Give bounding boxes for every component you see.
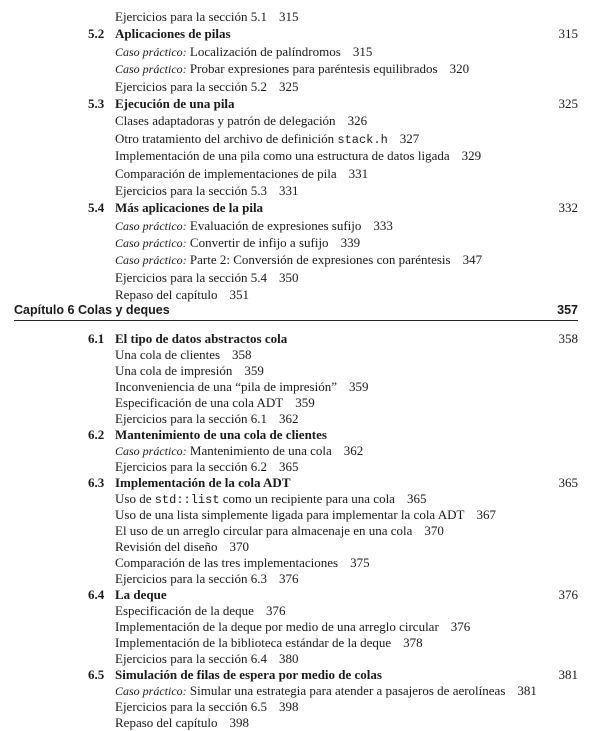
toc-entry[interactable] [0,347,600,363]
entry-title: Especificación de la deque [115,603,254,618]
chapter-heading[interactable] [14,302,578,321]
section-number: 5.2 [88,26,105,42]
toc-entry[interactable] [0,269,600,286]
section-number: 5.3 [88,95,105,111]
toc-entry[interactable] [0,395,600,411]
toc-entry[interactable] [0,182,600,199]
entry-title: Especificación de una cola ADT [115,395,284,410]
entry-page: 376 [450,619,471,634]
toc-section[interactable] [0,199,600,216]
entry-title: Ejercicios para la sección 6.1 [115,411,267,426]
toc-section[interactable] [0,667,600,683]
toc-entry[interactable] [0,619,600,635]
entry-title: Ejercicios para la sección 6.4 [115,651,267,666]
toc-entry[interactable] [0,715,600,731]
entry-page: 378 [403,635,423,650]
toc-section[interactable] [0,587,600,603]
section-number: 6.4 [88,587,105,602]
section-number: 6.3 [88,475,105,490]
entry-page: 362 [343,443,364,458]
entry-page: 350 [278,269,299,285]
toc-entry[interactable] [0,651,600,667]
entry-title: El uso de un arreglo circular para almacenaje en una cola [115,523,413,538]
section-page: 376 [558,587,578,602]
section-title: Más aplicaciones de la pila [115,200,264,216]
entry-prefix: Caso práctico: [115,62,187,77]
toc-entry[interactable] [0,635,600,651]
entry-title: Evaluación de expresiones sufijo [189,217,362,233]
section-page: 381 [558,667,578,682]
entry-page: 398 [278,699,299,714]
toc-section[interactable] [0,475,600,491]
entry-prefix: Caso práctico: [115,218,187,233]
entry-title: Ejercicios para la sección 5.2 [115,78,267,94]
entry-title: Otro tratamiento del archivo de definición [115,130,335,146]
toc-entry[interactable] [0,539,600,555]
entry-title: Implementación de la deque por medio de una arreglo circular [115,619,439,634]
entry-prefix: Caso práctico: [115,253,187,268]
entry-page: 320 [449,61,470,77]
entry-page: 365 [406,491,427,506]
entry-title: Convertir de infijo a sufijo [189,235,329,251]
entry-title: Repaso del capítulo [115,715,218,730]
section-number: 6.2 [88,427,105,442]
entry-title: Clases adaptadoras y patrón de delegación [115,113,336,129]
entry-page: 347 [462,252,483,268]
chapter-page: 357 [557,303,578,317]
entry-page: 358 [232,347,252,362]
section-number: 6.1 [88,331,105,346]
entry-page: 359 [244,363,264,378]
toc-section[interactable] [0,331,600,347]
toc-section[interactable] [0,427,600,443]
toc-entry[interactable] [0,523,600,539]
entry-page: 365 [278,459,299,474]
section-title: Simulación de filas de espera por medio de colas [115,667,382,682]
entry-title: Ejercicios para la sección 6.2 [115,459,267,474]
entry-page: 367 [476,507,496,522]
entry-page: 398 [229,715,250,730]
toc-entry[interactable] [0,363,600,379]
section-page: 325 [558,95,578,111]
toc-entry[interactable] [0,603,600,619]
entry-code: std::list [154,493,220,507]
toc-entry[interactable] [0,459,600,475]
entry-title: Probar expresiones para paréntesis equilibrados [189,61,438,77]
entry-title: Implementación de la biblioteca estándar de la deque [115,635,392,650]
entry-prefix: Caso práctico: [115,444,187,458]
entry-title: Localización de palíndromos [189,43,341,59]
entry-page: 339 [340,235,361,251]
toc-entry[interactable] [0,379,600,395]
entry-page: 362 [278,411,299,426]
entry-title: Revisión del diseño [115,539,218,554]
toc-entry[interactable] [0,699,600,715]
section-title: Ejecución de una pila [115,95,235,111]
entry-title: Ejercicios para la sección 5.4 [115,269,267,285]
entry-title: Una cola de clientes [115,347,221,362]
section-title: Aplicaciones de pilas [115,26,231,42]
entry-page: 359 [349,379,369,394]
toc-entry[interactable] [0,411,600,427]
chapter-title: Colas y deques [78,303,170,317]
entry-page: 359 [295,395,315,410]
entry-title: Uso de una lista simplemente ligada para implementar la cola ADT [115,507,465,522]
entry-page: 315 [278,9,299,24]
entry-title: Mantenimiento de una cola [189,443,332,458]
toc-entry[interactable] [0,43,600,60]
entry-page: 325 [278,78,299,94]
toc-entry[interactable] [0,443,600,459]
entry-code: stack.h [337,132,388,147]
toc-entry[interactable] [0,165,600,182]
section-title: Mantenimiento de una cola de clientes [115,427,327,442]
entry-page: 326 [347,113,368,129]
toc-chapter-6 [0,331,600,731]
entry-prefix: Caso práctico: [115,236,187,251]
entry-title: Simular una estrategia para atender a pasajeros de aerolíneas [189,683,506,698]
entry-title: Ejercicios para la sección 6.5 [115,699,267,714]
entry-page: 376 [278,571,299,586]
section-number: 5.4 [88,200,105,216]
entry-title: Uso de [115,491,152,506]
entry-title: Inconveniencia de una “pila de impresión” [115,379,337,394]
entry-title: Comparación de implementaciones de pila [115,165,337,181]
entry-page: 370 [229,539,250,554]
section-page: 358 [558,331,578,346]
entry-page: 381 [517,683,537,698]
entry-title: Una cola de impresión [115,363,233,378]
entry-title: Implementación de una pila como una estructura de datos ligada [115,148,450,164]
toc-entry[interactable] [0,147,600,164]
entry-prefix: Caso práctico: [115,684,187,698]
toc-entry[interactable] [0,683,600,699]
section-title: El tipo de datos abstractos cola [115,331,288,346]
section-page: 315 [558,26,578,42]
toc-section[interactable] [0,95,600,112]
section-page: 365 [558,475,578,490]
toc-entry[interactable] [0,130,600,147]
entry-title: Parte 2: Conversión de expresiones con paréntesis [189,252,451,268]
toc-entry[interactable] [0,8,600,25]
entry-page: 376 [265,603,286,618]
toc-section[interactable] [0,25,600,42]
toc-entry[interactable] [0,507,600,523]
entry-title: Comparación de las tres implementaciones [115,555,339,570]
toc-entry[interactable] [0,555,600,571]
entry-title: Repaso del capítulo [115,287,218,303]
entry-page: 329 [461,148,482,164]
entry-page: 370 [424,523,444,538]
toc-entry[interactable] [0,78,600,95]
toc-entry[interactable] [0,217,600,234]
toc-entry[interactable] [0,112,600,129]
toc-entry[interactable] [0,491,600,507]
entry-title: Ejercicios para la sección 5.1 [115,9,267,24]
toc-entry[interactable] [0,571,600,587]
section-page: 332 [558,200,578,216]
section-number: 6.5 [88,667,105,682]
entry-prefix: Caso práctico: [115,44,187,59]
entry-title: Ejercicios para la sección 5.3 [115,182,267,198]
section-title: Implementación de la cola ADT [115,475,291,490]
entry-page: 380 [278,651,299,666]
entry-page: 351 [229,287,250,303]
entry-page: 327 [399,130,420,146]
entry-page: 331 [278,182,299,198]
entry-page: 331 [348,165,369,181]
entry-title-cont: como un recipiente para una cola [222,491,395,506]
entry-page: 315 [352,43,373,59]
toc-entry[interactable] [0,251,600,268]
toc-entry[interactable] [0,234,600,251]
toc-entry[interactable] [0,60,600,77]
entry-page: 333 [373,217,393,233]
section-title: La deque [115,587,167,602]
entry-page: 375 [350,555,370,570]
chapter-label: Capítulo 6 [14,303,75,317]
entry-title: Ejercicios para la sección 6.3 [115,571,267,586]
toc-chapter-5-continued [0,8,600,304]
